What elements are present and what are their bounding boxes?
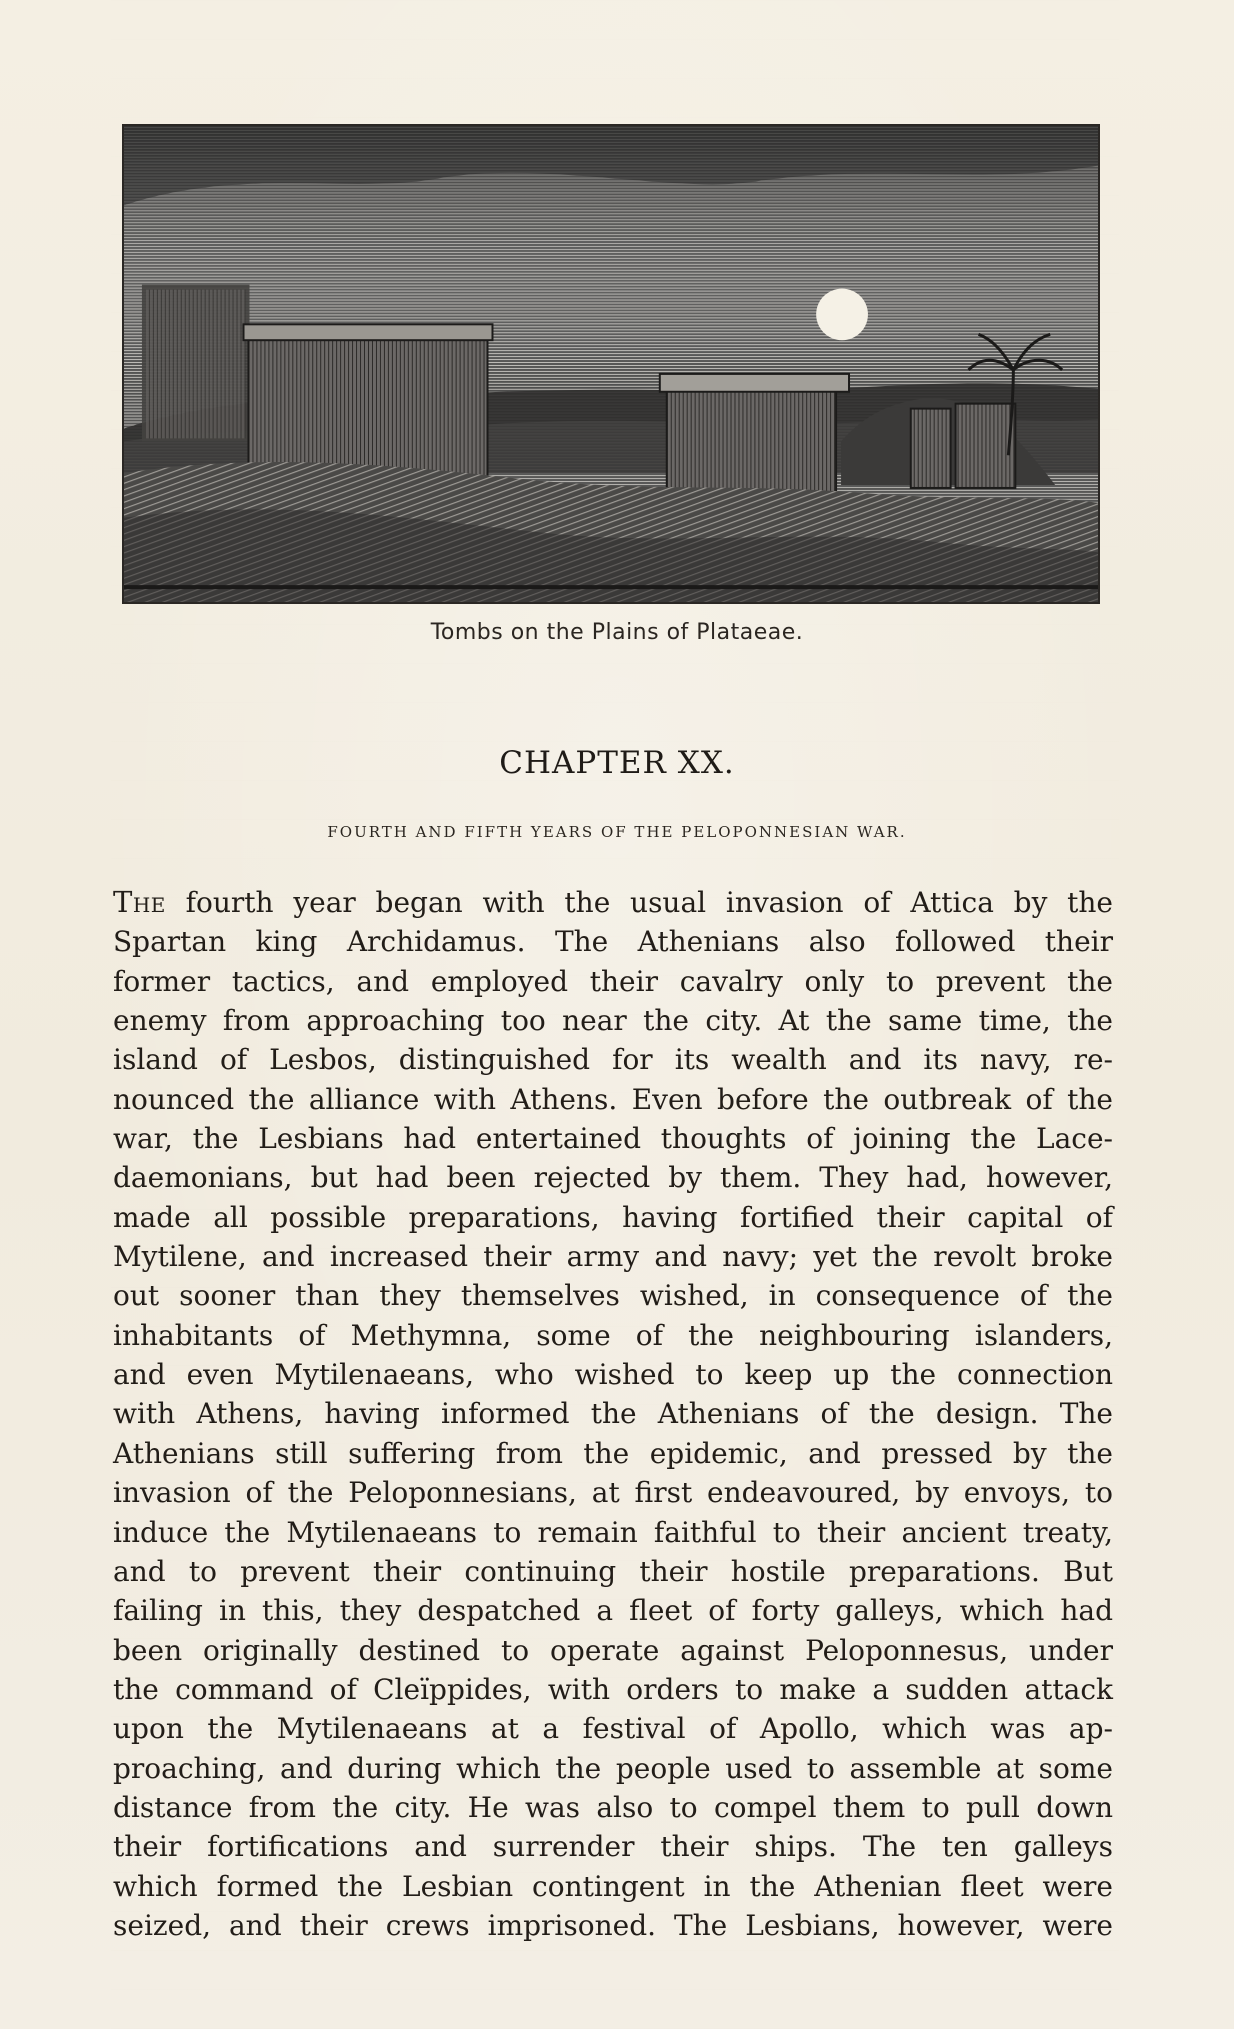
text-line [113,1158,1113,1197]
text-line [113,1906,1113,1945]
line-text: island of Lesbos, distinguished for its wealth and its navy, re- [113,1043,1113,1077]
text-line [113,1001,1113,1040]
text-line [113,962,1113,1001]
text-line [113,1394,1113,1433]
line-text: nounced the alliance with Athens. Even before the outbreak of the [113,1082,1113,1116]
line-text: upon the Mytilenaeans at a festival of Apollo, which was ap- [113,1712,1113,1746]
line-text: former tactics, and employed their cavalry only to prevent the [113,964,1113,998]
line-text: enemy from approaching too near the city. At the same time, the [113,1004,1113,1038]
line-text: Mytilene, and increased their army and navy; yet the revolt broke [113,1240,1113,1274]
text-line [113,1276,1113,1315]
text-line [113,1591,1113,1630]
text-line [113,1867,1113,1906]
text-line [113,1709,1113,1748]
chapter-body [113,883,1113,1945]
line-text: Athenians still suffering from the epidemic, and pressed by the [113,1436,1113,1470]
line-text: war, the Lesbians had entertained thoughts of joining the Lace- [113,1122,1113,1156]
line-text: and even Mytilenaeans, who wished to keep up the connection [113,1358,1113,1392]
line-text: and to prevent their continuing their hostile preparations. But [113,1554,1113,1588]
text-line [113,922,1113,961]
line-text: induce the Mytilenaeans to remain faithful to their ancient treaty, [113,1515,1113,1549]
text-line [113,1749,1113,1788]
chapter-subtitle: FOURTH AND FIFTH YEARS OF THE PELOPONNESIAN WAR. [327,823,907,841]
line-text: out sooner than they themselves wished, in consequence of the [113,1279,1113,1313]
drop-word: The [113,885,166,919]
chapter-title: CHAPTER XX. [499,745,735,781]
text-line [113,1473,1113,1512]
line-text: daemonians, but had been rejected by them. They had, however, [113,1161,1113,1195]
text-line [113,1513,1113,1552]
text-line [113,1119,1113,1158]
text-line [113,1434,1113,1473]
line-text: which formed the Lesbian contingent in the Athenian fleet were [113,1869,1113,1903]
text-line [113,1080,1113,1119]
text-line [113,1198,1113,1237]
text-line [113,1040,1113,1079]
line-text: invasion of the Peloponnesians, at first endeavoured, by envoys, to [113,1476,1113,1510]
text-line [113,1631,1113,1670]
text-line [113,1355,1113,1394]
engraving-svg [124,126,1098,602]
line-text: fourth year began with the usual invasion of Attica by the [165,886,1113,919]
text-line [113,883,1113,922]
text-line [113,1316,1113,1355]
line-text: proaching, and during which the people used to assemble at some [113,1751,1113,1785]
moon-icon [816,289,868,341]
text-line [113,1552,1113,1591]
illustration-caption: Tombs on the Plains of Plataeae. [430,620,804,645]
line-text: made all possible preparations, having fortified their capital of [113,1200,1113,1234]
line-text: their fortifications and surrender their ships. The ten galleys [113,1830,1113,1864]
line-text: Spartan king Archidamus. The Athenians also followed their [113,925,1113,959]
line-text: with Athens, having informed the Athenians of the design. The [113,1397,1113,1431]
text-line [113,1237,1113,1276]
text-line [113,1827,1113,1866]
text-line [113,1788,1113,1827]
text-line [113,1670,1113,1709]
line-text: been originally destined to operate against Peloponnesus, under [113,1633,1113,1667]
line-text: seized, and their crews imprisoned. The Lesbians, however, were [113,1908,1113,1942]
line-text: failing in this, they despatched a fleet of forty galleys, which had [113,1594,1113,1628]
engraving-illustration [122,124,1100,604]
line-text: inhabitants of Methymna, some of the neighbouring islanders, [113,1318,1113,1352]
line-text: distance from the city. He was also to compel them to pull down [113,1790,1113,1824]
line-text: the command of Cleïppides, with orders to make a sudden attack [113,1672,1113,1706]
